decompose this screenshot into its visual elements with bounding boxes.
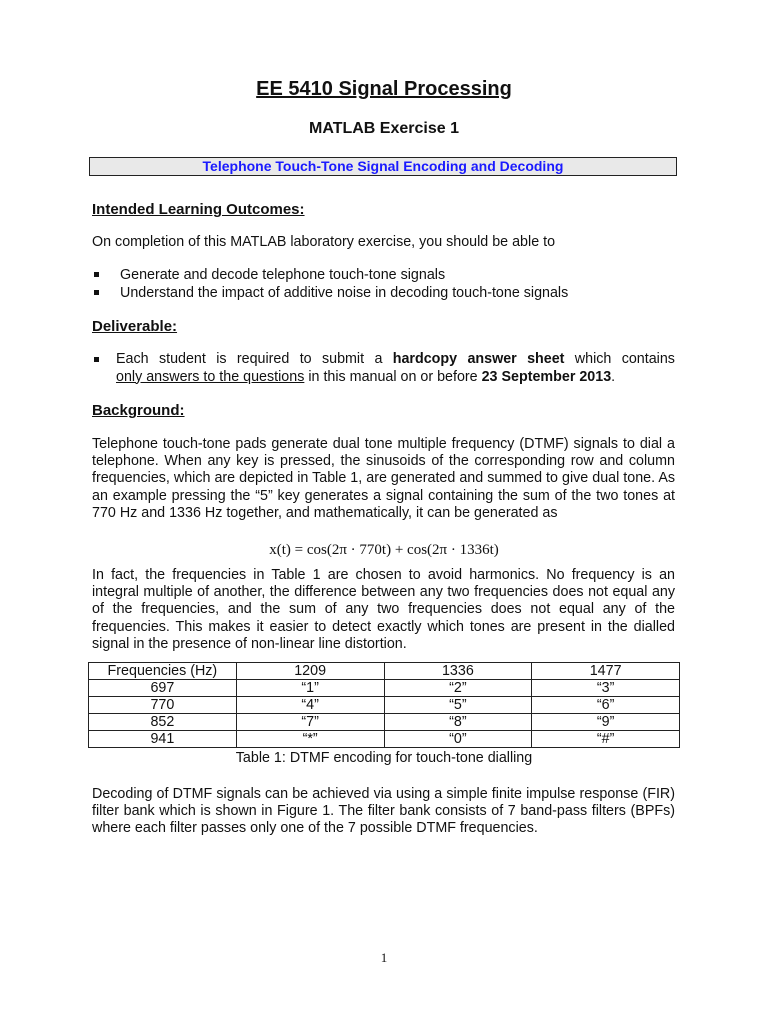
table-cell: 1209	[236, 663, 384, 680]
background-paragraph-1: Telephone touch-tone pads generate dual tone multiple frequency (DTMF) signals to dial a telephone. When any key is pressed, the sinusoids of the corresponding row and column frequencies, which are depicted in Table 1, are generated and summed to give dual tone. As an example pressing the “5” key generates a signal containing the sum of the two tones at 770 Hz and 1336 Hz together, and mathematically, it can be generated as	[92, 436, 675, 521]
table-cell: “5”	[384, 697, 532, 714]
bullet-icon	[94, 357, 99, 362]
table-cell: “6”	[532, 697, 680, 714]
table-cell: “3”	[532, 680, 680, 697]
table-cell: 770	[89, 697, 237, 714]
table-cell: 697	[89, 680, 237, 697]
table-cell: “2”	[384, 680, 532, 697]
table-row	[89, 714, 680, 731]
table-cell: “4”	[236, 697, 384, 714]
table-cell: “8”	[384, 714, 532, 731]
topic-banner: Telephone Touch-Tone Signal Encoding and Decoding	[89, 157, 677, 176]
outcome-item-text: Understand the impact of additive noise in decoding touch-tone signals	[120, 285, 569, 301]
table-cell: “*”	[236, 731, 384, 748]
bullet-icon	[94, 290, 99, 295]
table-cell: “7”	[236, 714, 384, 731]
decoding-paragraph: Decoding of DTMF signals can be achieved via using a simple finite impulse response (FIR) filter bank which is shown in Figure 1. The filter bank consists of 7 band-pass filters (BPFs) where each filter passes only one of the 7 possible DTMF frequencies.	[92, 786, 675, 837]
table-cell: 1336	[384, 663, 532, 680]
dtmf-formula: x(t) = cos(2π · 770t) + cos(2π · 1336t)	[269, 542, 499, 558]
page-number: 1	[380, 950, 388, 965]
table-row	[89, 731, 680, 748]
outcomes-intro: On completion of this MATLAB laboratory exercise, you should be able to	[92, 234, 556, 250]
table-caption: Table 1: DTMF encoding for touch-tone dialling	[235, 750, 533, 766]
table-row	[89, 680, 680, 697]
outcomes-heading: Intended Learning Outcomes:	[92, 201, 305, 218]
deliverable-heading: Deliverable:	[92, 318, 178, 335]
table-cell: “9”	[532, 714, 680, 731]
table-cell: “0”	[384, 731, 532, 748]
table-cell: 852	[89, 714, 237, 731]
table-cell: “1”	[236, 680, 384, 697]
table-row	[89, 697, 680, 714]
background-paragraph-2: In fact, the frequencies in Table 1 are chosen to avoid harmonics. No frequency is an integral multiple of another, the difference between any two frequencies does not equal any of the frequencies, and the sum of any two frequencies does not equal any of the frequencies. This makes it easier to detect exactly which tones are present in the dialled signal in the presence of non-linear line distortion.	[92, 567, 675, 652]
background-heading: Background:	[92, 402, 185, 419]
table-header-row	[89, 663, 680, 680]
table-cell: 1477	[532, 663, 680, 680]
dtmf-table	[88, 662, 680, 748]
deliverable-line-2: only answers to the questions in this manual on or before 23 September 2013.	[116, 368, 616, 385]
outcome-item-text: Generate and decode telephone touch-tone signals	[120, 267, 446, 283]
table-cell: “#”	[532, 731, 680, 748]
exercise-subtitle: MATLAB Exercise 1	[309, 120, 459, 137]
bullet-icon	[94, 272, 99, 277]
table-cell: 941	[89, 731, 237, 748]
table-cell: Frequencies (Hz)	[89, 663, 237, 680]
deliverable-line-1: Each student is required to submit a hardcopy answer sheet which contains	[116, 351, 675, 367]
page-title: EE 5410 Signal Processing	[256, 78, 512, 100]
